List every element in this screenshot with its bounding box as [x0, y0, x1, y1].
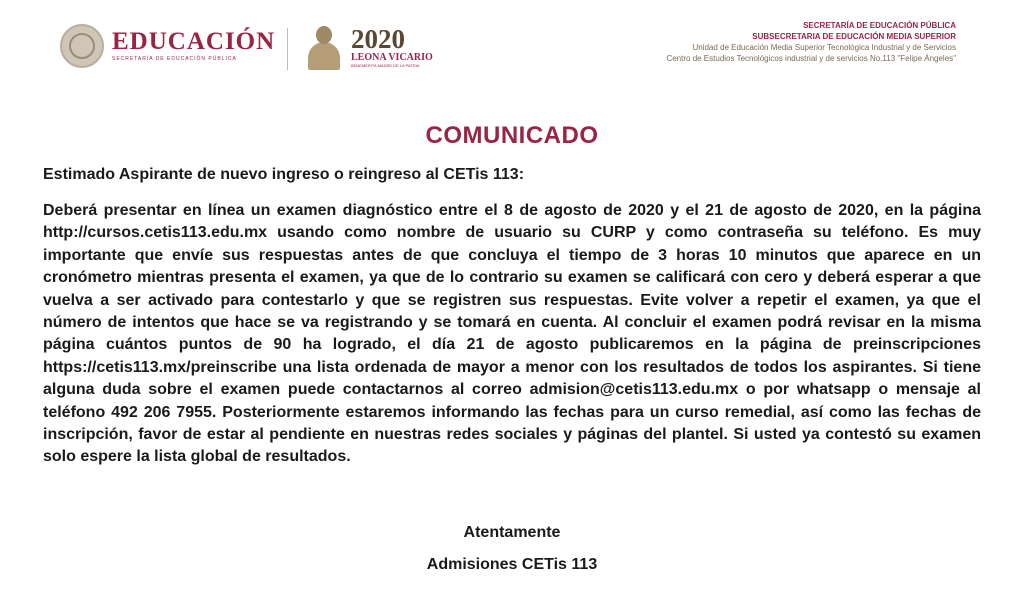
leona-vicario-name: LEONA VICARIO: [351, 51, 433, 63]
body-paragraph: Deberá presentar en línea un examen diagnóstico entre el 8 de agosto de 2020 y el 21 de agosto de 2020, en la página http://cursos.cetis113.edu.mx usando como nombre de usuario su CURP y como contraseña su teléfono. Es muy importante que envíe sus respuestas antes de que concluya el tiempo de 3 horas 10 minutos que aparece en un cronómetro mientras presenta el examen, ya que de lo contrario su examen se calificará con cero y deberá esperar a que vuelva a ser activado para contestarlo y que se registren sus respuestas. Evite volver a repetir el examen, ya que el número de intentos que hace se va registrando y se tomará en cuenta. Al concluir el examen podrá revisar en la misma página cuántos puntos de 90 ha logrado, el día 21 de agosto publicaremos en la página de preinscripciones https://cetis113.mx/preinscribe una lista ordenada de mayor a menor con los resultados de todos los aspirantes. Si tiene alguna duda sobre el examen puede contactarnos al correo admision@cetis113.edu.mx o por whatsapp o mensaje al teléfono 492 206 7955. Posteriormente estaremos informando las fechas para un curso remedial, así como las fechas de inscripción, favor de estar al pendiente en nuestras redes sociales y páginas del plantel. Si usted ya contestó su examen solo espere la lista global de resultados.: [43, 202, 981, 466]
document-title: COMUNICADO: [425, 122, 599, 149]
sep-logo-subtitle: SECRETARÍA DE EDUCACIÓN PÚBLICA: [112, 56, 237, 62]
closing: Atentamente: [463, 524, 561, 541]
institution-block: [666, 20, 956, 64]
institution-line-1: SECRETARÍA DE EDUCACIÓN PÚBLICA: [803, 21, 956, 30]
leona-vicario-logo: [303, 24, 433, 70]
greeting: Estimado Aspirante de nuevo ingreso o reingreso al CETis 113:: [43, 166, 525, 183]
institution-line-3: Unidad de Educación Media Superior Tecnológica Industrial y de Servicios: [692, 43, 956, 52]
leona-vicario-subtitle: BENEMÉRITA MADRE DE LA PATRIA: [351, 62, 420, 68]
year-label: 2020: [351, 23, 405, 54]
portrait-icon: [303, 24, 345, 70]
logo-divider: [287, 28, 288, 70]
institution-line-4: Centro de Estudios Tecnológicos industrial y de servicios No.113 "Felipe Ángeles": [666, 54, 956, 63]
institution-line-2: SUBSECRETARIA DE EDUCACIÓN MEDIA SUPERIOR: [752, 32, 956, 41]
sep-logo-title: EDUCACIÓN: [112, 28, 276, 55]
sep-logo: [60, 24, 275, 68]
seal-icon: [60, 24, 104, 68]
document-header: [0, 0, 1024, 90]
signature: Admisiones CETis 113: [426, 556, 598, 573]
